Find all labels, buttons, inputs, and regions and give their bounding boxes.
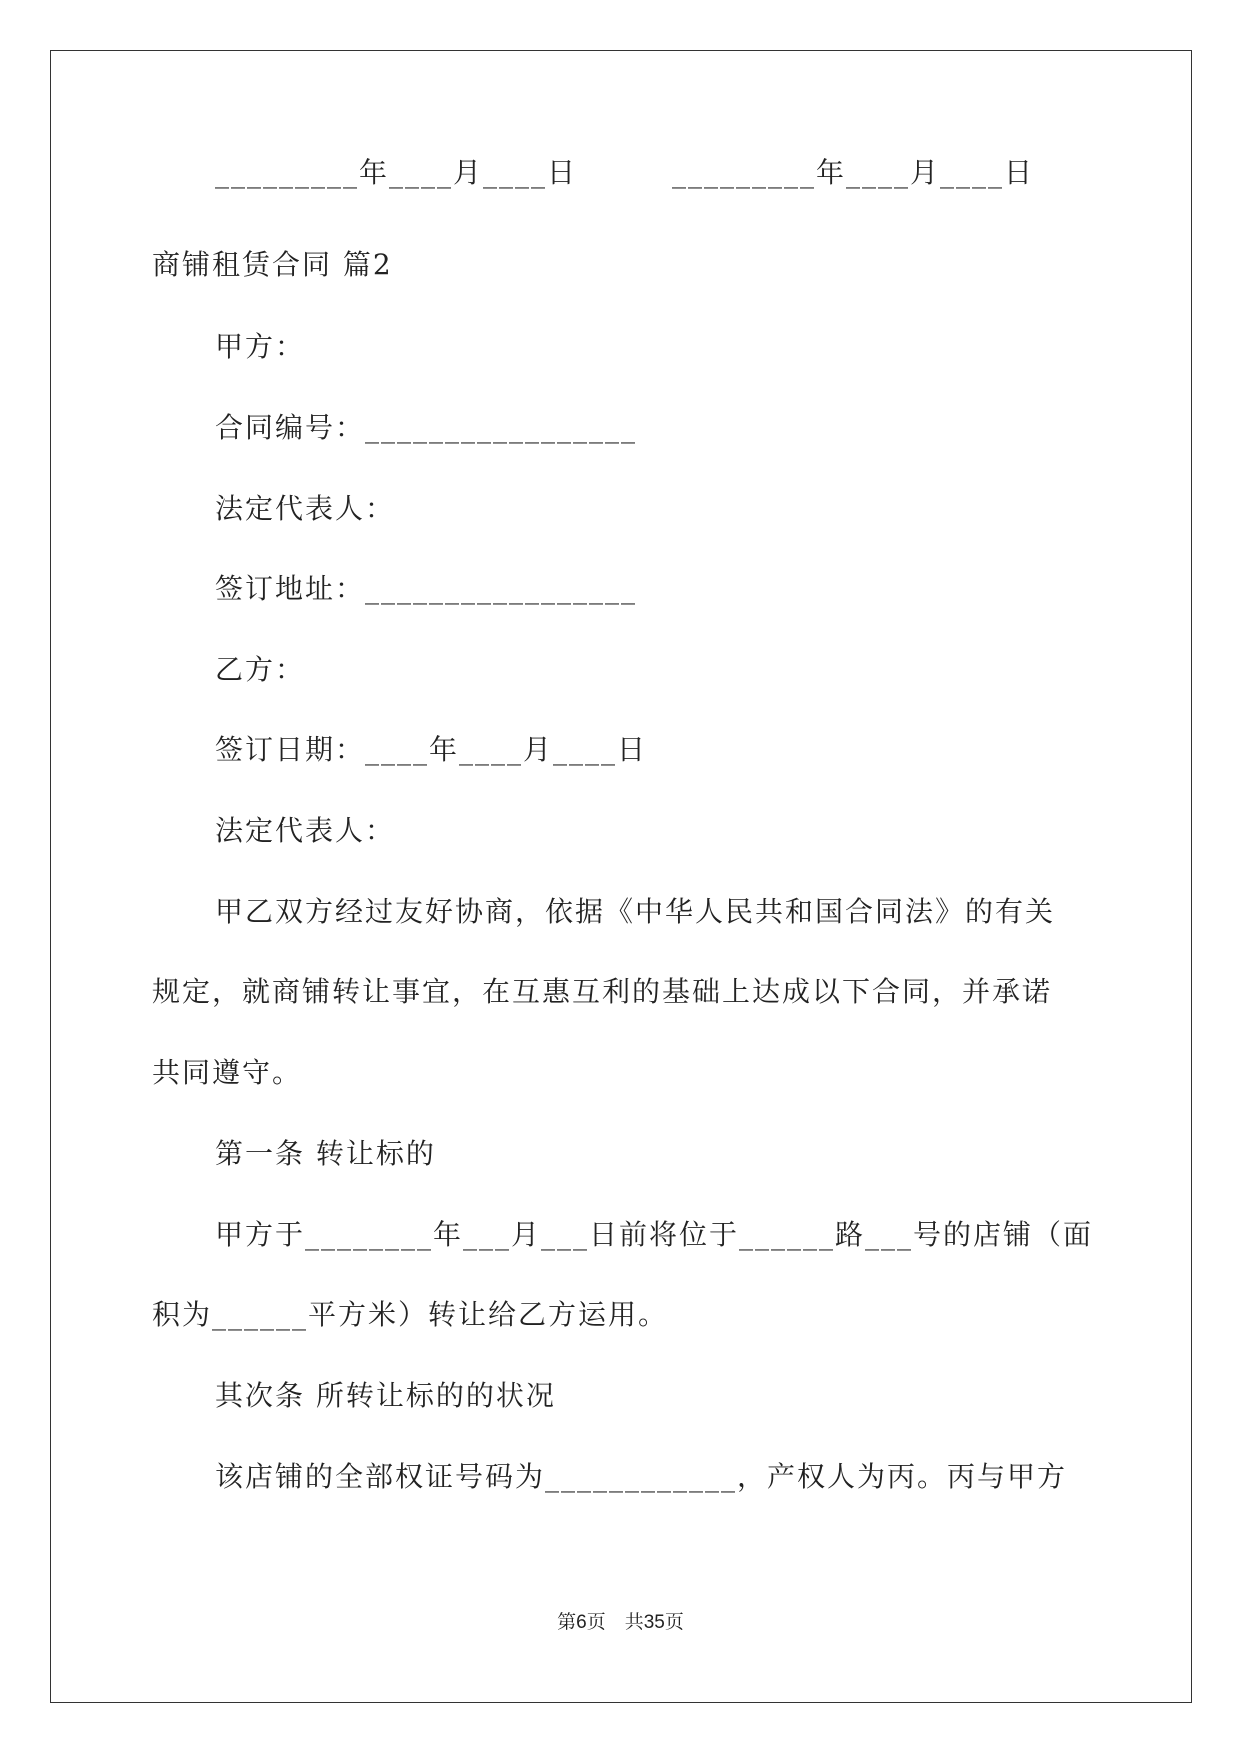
page-frame bbox=[50, 50, 1192, 1703]
page-footer bbox=[0, 1610, 1241, 1635]
footer-page-suffix: 页 bbox=[664, 1611, 684, 1633]
article-1-line-1: 甲方于________年___月___日前将位于______路___号的店铺（面 bbox=[215, 1218, 1094, 1251]
article-1-line-2: 积为______平方米）转让给乙方运用。 bbox=[152, 1298, 669, 1331]
preamble-line-1: 甲乙双方经过友好协商，依据《中华人民共和国合同法》的有关 bbox=[215, 895, 1056, 928]
date-line-right: _________年____月____日 bbox=[672, 156, 1035, 189]
party-a-label: 甲方： bbox=[215, 330, 306, 363]
date-line-left: _________年____月____日 bbox=[215, 156, 578, 189]
article-2-title: 其次条 所转让标的的状况 bbox=[215, 1379, 556, 1412]
article-1-title: 第一条 转让标的 bbox=[215, 1137, 436, 1170]
legal-rep-a-label: 法定代表人： bbox=[215, 492, 396, 525]
section-title: 商铺租赁合同 篇2 bbox=[152, 248, 393, 281]
footer-page-total: 35 bbox=[643, 1612, 665, 1633]
preamble-line-3: 共同遵守。 bbox=[152, 1056, 303, 1089]
footer-page-mid: 页 共 bbox=[586, 1611, 644, 1633]
party-b-label: 乙方： bbox=[215, 653, 306, 686]
footer-page-prefix: 第 bbox=[557, 1611, 577, 1633]
article-2-line-1: 该店铺的全部权证号码为____________，产权人为丙。丙与甲方 bbox=[215, 1460, 1068, 1493]
footer-page-current: 6 bbox=[576, 1612, 587, 1633]
contract-number-field: 合同编号：_________________ bbox=[215, 411, 638, 444]
legal-rep-b-label: 法定代表人： bbox=[215, 814, 396, 847]
sign-address-field: 签订地址：_________________ bbox=[215, 572, 638, 605]
sign-date-field: 签订日期：____年____月____日 bbox=[215, 733, 648, 766]
preamble-line-2: 规定，就商铺转让事宜，在互惠互利的基础上达成以下合同，并承诺 bbox=[152, 975, 1053, 1008]
